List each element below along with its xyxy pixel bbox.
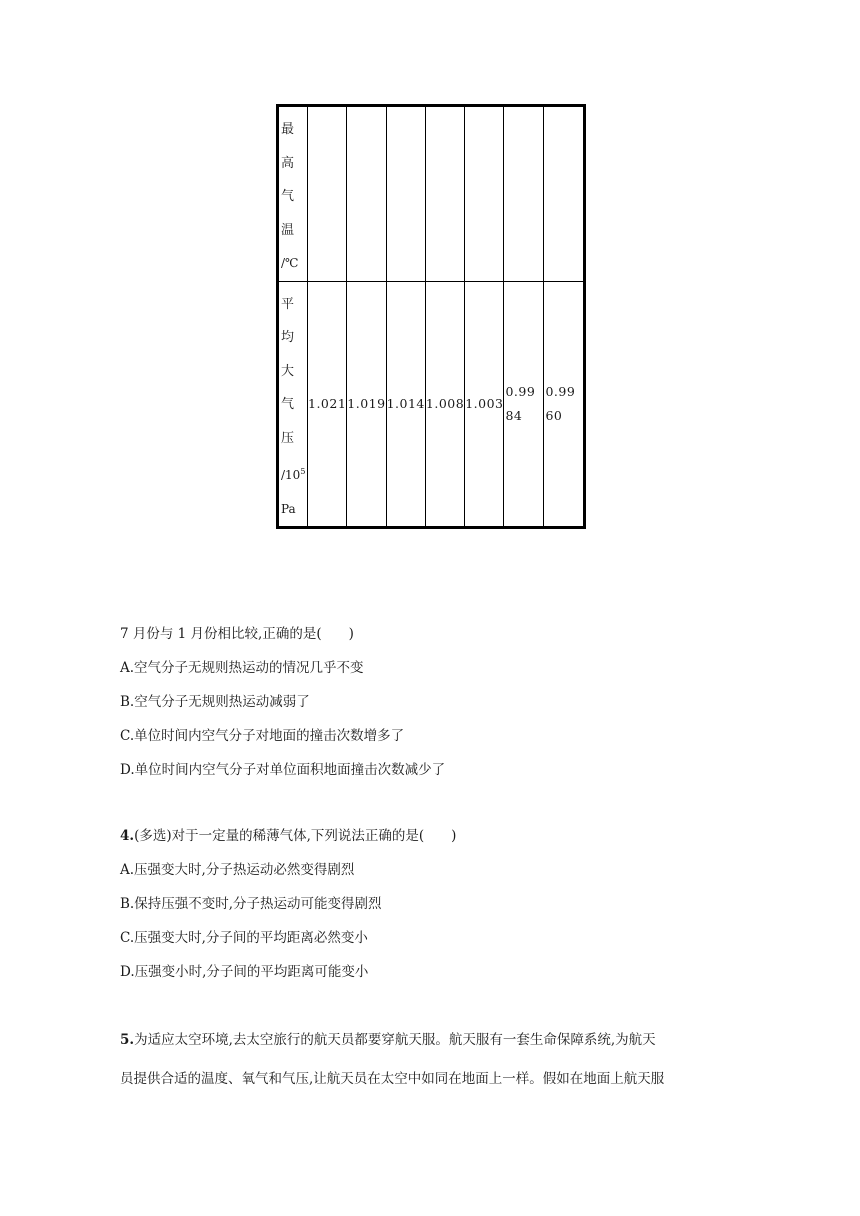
- header-char: 最: [281, 122, 295, 137]
- q4-option-b: B.保持压强不变时,分子热运动可能变得剧烈: [120, 896, 382, 912]
- pressure-unit-prefix: /10: [281, 468, 301, 482]
- q4-option-c: C.压强变大时,分子间的平均距离必然变小: [120, 930, 368, 946]
- q3-option-b: B.空气分子无规则热运动减弱了: [120, 694, 310, 710]
- header-char: 高: [281, 155, 295, 171]
- pressure-unit-suffix: Pa: [281, 501, 296, 516]
- table-cell-empty: [544, 106, 585, 282]
- pressure-value-cell: 1.014: [386, 281, 425, 528]
- weather-data-table: [276, 104, 586, 529]
- q4-option-a: A.压强变大时,分子热运动必然变得剧烈: [120, 862, 355, 878]
- pressure-unit-exponent: 5: [300, 467, 306, 476]
- avg-pressure-header: [278, 281, 308, 528]
- q3-option-a: A.空气分子无规则热运动的情况几乎不变: [120, 660, 364, 676]
- q4-number: 4.: [120, 828, 135, 844]
- pressure-unit: [281, 455, 307, 493]
- q5-line-2: 员提供合适的温度、氧气和气压,让航天员在太空中如同在地面上一样。假如在地面上航天服: [120, 1071, 665, 1087]
- pressure-value-cell: 1.003: [465, 281, 504, 528]
- header-char: 大: [281, 363, 295, 379]
- q4-option-d: D.压强变小时,分子间的平均距离可能变小: [120, 964, 369, 980]
- table-cell-empty: [425, 106, 464, 282]
- max-temperature-header: [278, 106, 308, 282]
- pressure-value-cell: 1.008: [425, 281, 464, 528]
- header-char: 温: [281, 222, 295, 238]
- table-cell-empty: [465, 106, 504, 282]
- temperature-unit: /℃: [281, 256, 299, 270]
- table-cell-empty: [386, 106, 425, 282]
- header-char: 压: [281, 430, 295, 446]
- header-char: 气: [281, 189, 295, 204]
- q4-stem: (多选)对于一定量的稀薄气体,下列说法正确的是( ): [134, 828, 457, 844]
- q5-text-1: 为适应太空环境,去太空旅行的航天员都要穿航天服。航天服有一套生命保障系统,为航天: [134, 1032, 656, 1048]
- header-char: 气: [281, 397, 295, 412]
- pressure-value-cell: 1.019: [347, 281, 386, 528]
- q3-option-d: D.单位时间内空气分子对单位面积地面撞击次数减少了: [120, 762, 446, 778]
- q5-line-1: [120, 1030, 656, 1050]
- table-cell-empty: [347, 106, 386, 282]
- header-char: 均: [281, 330, 295, 345]
- q4-stem-line: [120, 826, 456, 846]
- table-cell-empty: [504, 106, 544, 282]
- pressure-value-cell: 0.9984: [504, 281, 544, 528]
- table-cell-empty: [308, 106, 347, 282]
- q3-option-c: C.单位时间内空气分子对地面的撞击次数增多了: [120, 728, 405, 744]
- q3-stem: 7 月份与 1 月份相比较,正确的是( ): [120, 626, 354, 642]
- q5-number: 5.: [120, 1032, 135, 1048]
- pressure-value-cell: 1.021: [308, 281, 347, 528]
- pressure-value-cell: 0.9960: [544, 281, 585, 528]
- max-temperature-row: [278, 106, 585, 282]
- avg-pressure-row: [278, 281, 585, 528]
- header-char: 平: [281, 296, 295, 312]
